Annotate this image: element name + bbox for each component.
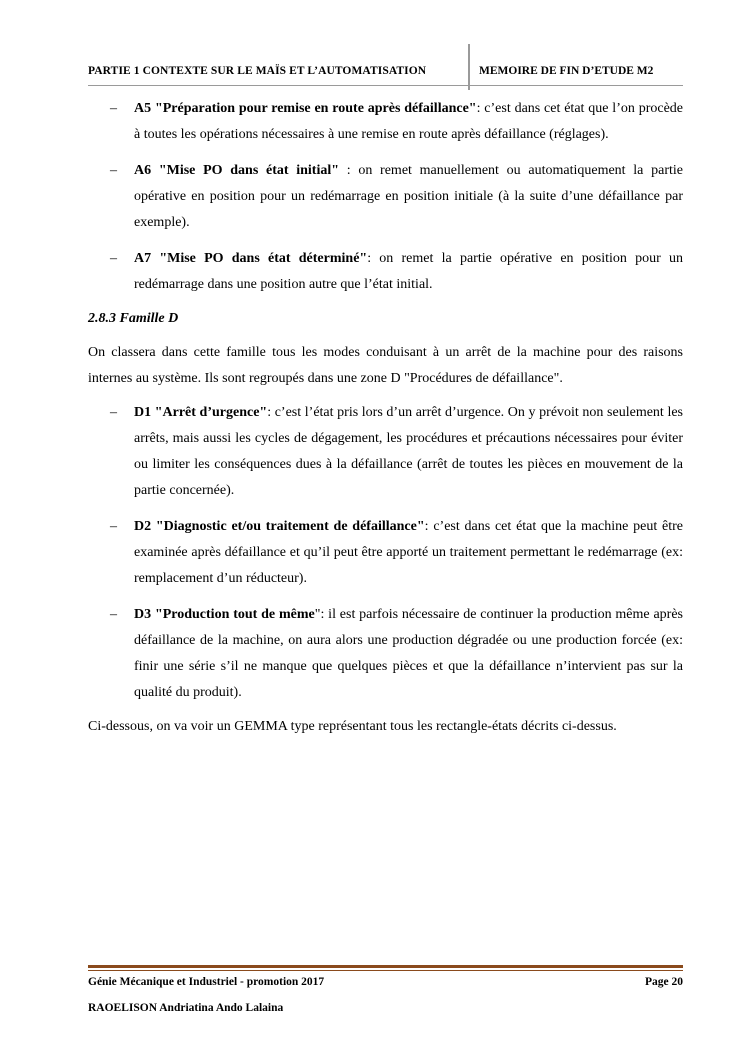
list-item-a7: [88, 246, 683, 298]
header-divider: [468, 44, 470, 90]
item-text: : c’est l’état pris lors d’un arrêt d’urgence. On y prévoit non seulement les arrêts, mais aussi les cycles de dégagement, les procédures et précautions nécessaires pour éviter ou limiter les conséquences dues à la défaillance (arrêt de toutes les pièces en mouvement de la partie concernée).: [134, 405, 683, 498]
footer-program: Génie Mécanique et Industriel - promotion 2017: [88, 976, 325, 988]
header-right-title: MEMOIRE DE FIN D’ETUDE M2: [479, 65, 654, 77]
intro-paragraph: On classera dans cette famille tous les modes conduisant à un arrêt de la machine pour des raisons internes au système. Ils sont regroupés dans une zone D "Procédures de défaillance".: [88, 345, 683, 386]
item-text: : c’est dans cet état que l’on procède à toutes les opérations nécessaires à une remise en route après défaillance (réglages).: [134, 101, 683, 142]
section-title: 2.8.3 Famille D: [88, 311, 179, 326]
item-term: D1 "Arrêt d’urgence": [134, 405, 268, 420]
bullet-dash: –: [110, 101, 117, 116]
footer-author: RAOELISON Andriatina Ando Lalaina: [88, 1002, 284, 1014]
bullet-dash: –: [110, 251, 117, 266]
item-term: D2 "Diagnostic et/ou traitement de défaillance": [134, 519, 425, 534]
page-footer: [88, 965, 683, 1014]
item-text: ": il est parfois nécessaire de continuer la production même après défaillance de la machine, on aura alors une production dégradée ou une production forcée (ex: finir une série s’il ne manque que quelques pièces et que la défaillance n’intervient pas sur la qualité du produit).: [134, 607, 683, 700]
bullet-dash: –: [110, 519, 117, 534]
page-content: [88, 96, 683, 740]
list-item-d1: [88, 400, 683, 504]
item-term: D3 "Production tout de même: [134, 607, 315, 622]
bullet-dash: –: [110, 405, 117, 420]
list-item-a6: [88, 158, 683, 236]
bullet-dash: –: [110, 607, 117, 622]
item-term: A6 "Mise PO dans état initial": [134, 163, 340, 178]
header-rule: [88, 85, 683, 86]
footer-rule-thick: [88, 965, 683, 968]
list-item-d2: [88, 514, 683, 592]
closing-paragraph: Ci-dessous, on va voir un GEMMA type représentant tous les rectangle-états décrits ci-dessus.: [88, 719, 617, 734]
item-text: : on remet manuellement ou automatiquement la partie opérative en position pour un redémarrage en position initiale (à la suite d’une défaillance par exemple).: [134, 163, 683, 230]
page-number: Page 20: [644, 976, 683, 988]
item-text: : on remet la partie opérative en position pour un redémarrage dans une position autre que l’état initial.: [134, 251, 684, 292]
item-term: A5 "Préparation pour remise en route après défaillance": [134, 101, 477, 116]
list-item-a5: [88, 96, 683, 148]
header-left-title: PARTIE 1 CONTEXTE SUR LE MAÏS ET L’AUTOMATISATION: [88, 65, 427, 77]
page-header: [88, 44, 683, 90]
list-item-d3: [88, 602, 683, 706]
footer-rule-thin: [88, 970, 683, 971]
item-text: : c’est dans cet état que la machine peut être examinée après défaillance et qu’il peut être apporté un traitement permettant le redémarrage (ex: remplacement d’un réducteur).: [134, 519, 684, 586]
item-term: A7 "Mise PO dans état déterminé": [134, 251, 368, 266]
bullet-dash: –: [110, 163, 117, 178]
